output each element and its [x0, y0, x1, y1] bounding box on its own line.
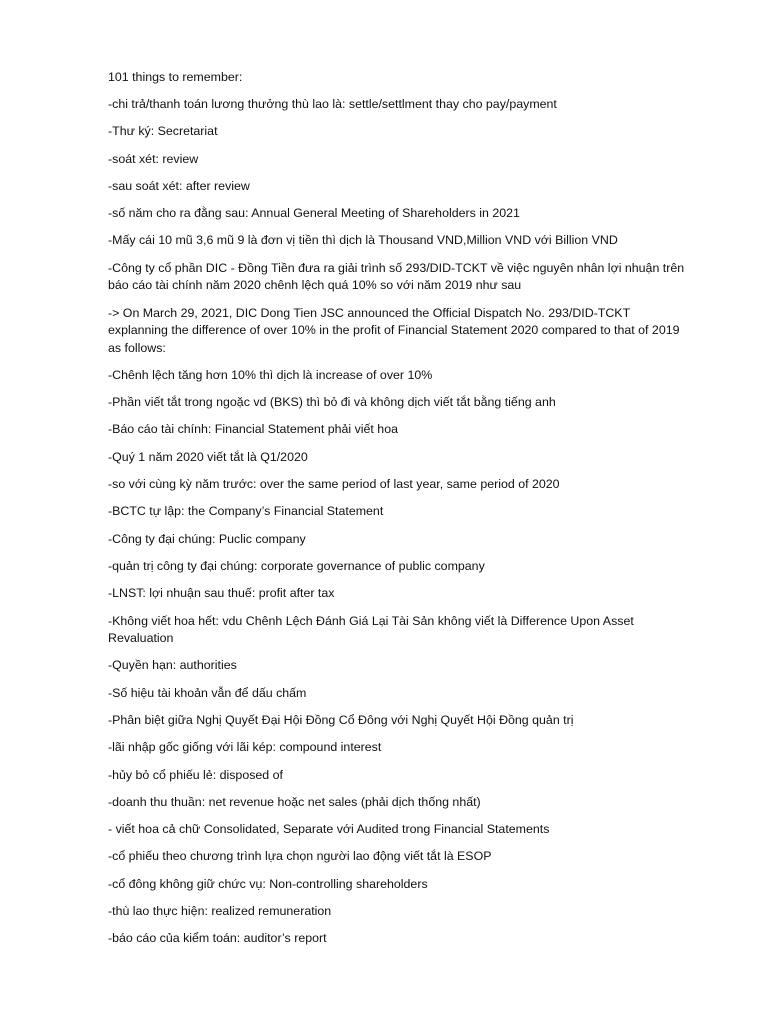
- note-line-11: -Báo cáo tài chính: Financial Statement phải viết hoa: [108, 422, 398, 437]
- document-title: 101 things to remember:: [108, 70, 243, 84]
- note-line-8: -> On March 29, 2021, DIC Dong Tien JSC announced the Official Dispatch No. 293/DID-TCKT explanning the difference of over 10% in the profit of Financial Statement 2020 compared to that of 2019 as follows:: [108, 305, 680, 355]
- note-line-10: -Phần viết tắt trong ngoặc vd (BKS) thì bỏ đi và không dịch viết tắt bằng tiếng anh: [108, 395, 556, 410]
- note-line-29: -báo cáo của kiểm toán: auditor’s report: [108, 931, 327, 946]
- note-line-5: -số năm cho ra đằng sau: Annual General Meeting of Shareholders in 2021: [108, 206, 520, 221]
- note-line-20: -Số hiệu tài khoản vẫn để dấu chấm: [108, 685, 307, 700]
- note-line-16: -quản trị công ty đại chúng: corporate governance of public company: [108, 558, 485, 573]
- note-line-3: -soát xét: review: [108, 151, 199, 166]
- note-line-28: -thù lao thực hiện: realized remuneration: [108, 904, 332, 919]
- note-line-22: -lãi nhập gốc giống với lãi kép: compound interest: [108, 740, 382, 755]
- note-line-14: -BCTC tự lập: the Company’s Financial Statement: [108, 504, 384, 519]
- note-line-26: -cổ phiếu theo chương trình lựa chọn người lao động viết tắt là ESOP: [108, 849, 492, 864]
- note-line-9: -Chênh lệch tăng hơn 10% thì dịch là increase of over 10%: [108, 367, 433, 382]
- note-line-25: - viết hoa cả chữ Consolidated, Separate với Audited trong Financial Statements: [108, 822, 550, 837]
- note-line-24: -doanh thu thuần: net revenue hoặc net sales (phải dịch thống nhất): [108, 794, 481, 809]
- note-line-21: -Phân biệt giữa Nghị Quyết Đại Hội Đồng Cổ Đông với Nghị Quyết Hội Đồng quản trị: [108, 712, 574, 727]
- note-line-15: -Công ty đại chúng: Puclic company: [108, 531, 306, 546]
- note-line-27: -cổ đông không giữ chức vụ: Non-controlling shareholders: [108, 876, 428, 891]
- note-line-19: -Quyền hạn: authorities: [108, 658, 237, 673]
- note-line-18: -Không viết hoa hết: vdu Chênh Lệch Đánh Giá Lại Tài Sản không viết là Difference Upon Asset Revaluation: [108, 613, 634, 646]
- note-line-12: -Quý 1 năm 2020 viết tắt là Q1/2020: [108, 449, 308, 464]
- note-line-13: -so với cùng kỳ năm trước: over the same period of last year, same period of 2020: [108, 477, 560, 492]
- note-line-23: -hủy bỏ cổ phiếu lẻ: disposed of: [108, 767, 283, 782]
- note-line-7: -Công ty cổ phần DIC - Đồng Tiền đưa ra giải trình số 293/DID-TCKT về việc nguyên nhân lợi nhuận trên báo cáo tài chính năm 2020 chênh lệch quá 10% so với năm 2019 như sau: [108, 260, 685, 293]
- note-line-2: -Thư ký: Secretariat: [108, 124, 218, 139]
- note-line-1: -chi trả/thanh toán lương thưởng thù lao là: settle/settlment thay cho pay/payment: [108, 97, 557, 111]
- note-line-6: -Mấy cái 10 mũ 3,6 mũ 9 là đơn vị tiền thì dịch là Thousand VND,Million VND với Billion VND: [108, 233, 618, 248]
- note-line-17: -LNST: lợi nhuận sau thuế: profit after tax: [108, 586, 335, 601]
- note-line-4: -sau soát xét: after review: [108, 178, 250, 193]
